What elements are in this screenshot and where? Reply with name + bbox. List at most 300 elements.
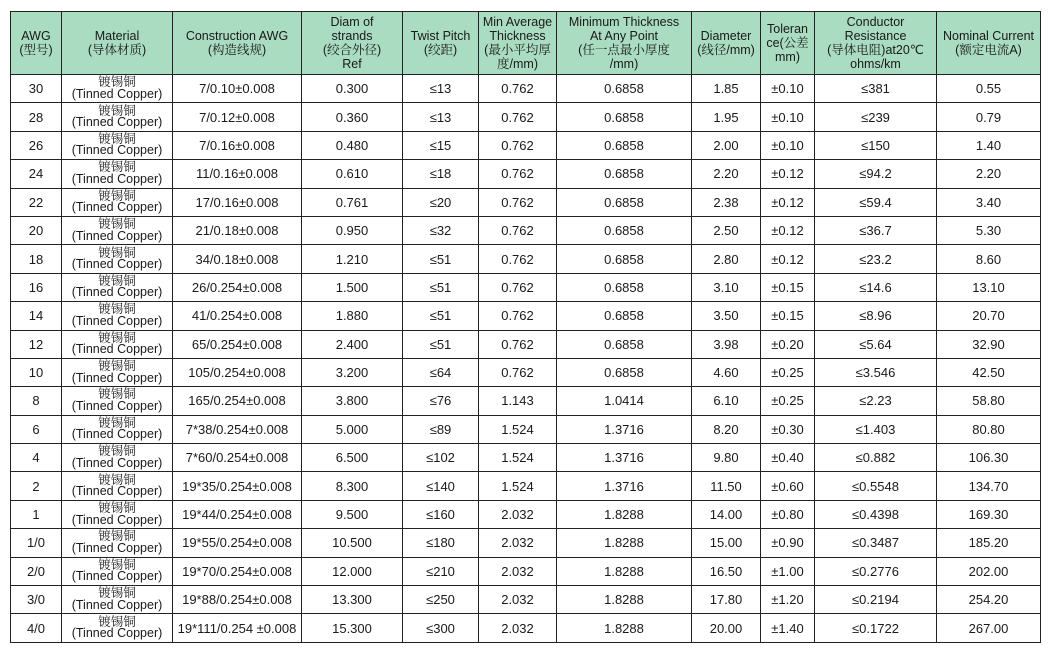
material-english: (Tinned Copper)	[71, 285, 163, 300]
cell-construction: 17/0.16±0.008	[173, 188, 302, 216]
column-header-line: (绞距)	[423, 43, 458, 57]
cell-tolerance: ±0.12	[761, 216, 815, 244]
cell-twist-pitch: ≤51	[403, 245, 479, 273]
cell-awg: 3/0	[11, 586, 62, 614]
cell-material	[62, 188, 173, 216]
cell-nominal-current: 254.20	[937, 586, 1041, 614]
cell-diameter: 14.00	[692, 500, 761, 528]
cell-tolerance: ±0.10	[761, 131, 815, 159]
cell-diameter: 2.00	[692, 131, 761, 159]
table-row	[11, 75, 1041, 103]
cell-min-avg-thickness: 0.762	[479, 188, 557, 216]
material-english: (Tinned Copper)	[71, 86, 163, 101]
cell-min-thickness-any-point: 1.8288	[557, 500, 692, 528]
material-chinese: 镀锡铜	[98, 614, 136, 629]
cell-diameter: 9.80	[692, 444, 761, 472]
column-header-line: Twist Pitch	[410, 29, 471, 43]
column-header-min-avg-thickness	[479, 12, 557, 75]
cell-diameter: 20.00	[692, 614, 761, 642]
cell-min-thickness-any-point: 1.8288	[557, 586, 692, 614]
material-english: (Tinned Copper)	[71, 143, 163, 158]
column-header-line: Conductor	[846, 15, 905, 29]
material-chinese: 镀锡铜	[98, 387, 136, 402]
cell-material	[62, 614, 173, 642]
cell-conductor-resistance: ≤14.6	[815, 273, 937, 301]
column-header-line: AWG	[21, 29, 51, 43]
cell-strand-diameter: 2.400	[302, 330, 403, 358]
cell-twist-pitch: ≤76	[403, 387, 479, 415]
cell-material	[62, 330, 173, 358]
cell-construction: 41/0.254±0.008	[173, 302, 302, 330]
cell-construction: 34/0.18±0.008	[173, 245, 302, 273]
column-header-awg	[11, 12, 62, 75]
column-header-line: (绞合外径)	[322, 43, 382, 57]
material-english: (Tinned Copper)	[71, 512, 163, 527]
cell-twist-pitch: ≤300	[403, 614, 479, 642]
material-chinese: 镀锡铜	[98, 103, 136, 118]
cell-awg: 4/0	[11, 614, 62, 642]
cell-awg: 12	[11, 330, 62, 358]
column-header-line: Thickness	[489, 29, 546, 43]
cell-awg: 20	[11, 216, 62, 244]
cell-twist-pitch: ≤51	[403, 330, 479, 358]
material-chinese: 镀锡铜	[98, 472, 136, 487]
cell-diameter: 6.10	[692, 387, 761, 415]
cell-nominal-current: 80.80	[937, 415, 1041, 443]
cell-tolerance: ±0.12	[761, 188, 815, 216]
cell-twist-pitch: ≤13	[403, 75, 479, 103]
cell-strand-diameter: 1.210	[302, 245, 403, 273]
column-header-tolerance	[761, 12, 815, 75]
cell-min-thickness-any-point: 1.8288	[557, 529, 692, 557]
cell-min-avg-thickness: 0.762	[479, 273, 557, 301]
cell-strand-diameter: 3.800	[302, 387, 403, 415]
cell-tolerance: ±0.40	[761, 444, 815, 472]
cell-conductor-resistance: ≤0.3487	[815, 529, 937, 557]
cell-diameter: 11.50	[692, 472, 761, 500]
cell-material	[62, 245, 173, 273]
table-row	[11, 472, 1041, 500]
column-header-line: Material	[94, 29, 140, 43]
material-chinese: 镀锡铜	[98, 273, 136, 288]
cell-twist-pitch: ≤180	[403, 529, 479, 557]
material-english: (Tinned Copper)	[71, 540, 163, 555]
cell-min-thickness-any-point: 0.6858	[557, 188, 692, 216]
cell-twist-pitch: ≤20	[403, 188, 479, 216]
cell-awg: 6	[11, 415, 62, 443]
cell-min-avg-thickness: 0.762	[479, 75, 557, 103]
cell-conductor-resistance: ≤0.882	[815, 444, 937, 472]
table-row	[11, 188, 1041, 216]
cell-construction: 19*55/0.254±0.008	[173, 529, 302, 557]
material-chinese: 镀锡铜	[98, 501, 136, 516]
cell-conductor-resistance: ≤8.96	[815, 302, 937, 330]
cell-nominal-current: 13.10	[937, 273, 1041, 301]
cell-strand-diameter: 15.300	[302, 614, 403, 642]
cell-min-thickness-any-point: 0.6858	[557, 273, 692, 301]
column-header-line: Resistance	[844, 29, 907, 43]
cell-awg: 22	[11, 188, 62, 216]
table-row	[11, 557, 1041, 585]
cell-conductor-resistance: ≤94.2	[815, 160, 937, 188]
cell-construction: 19*70/0.254±0.008	[173, 557, 302, 585]
cell-diameter: 3.98	[692, 330, 761, 358]
awg-wire-spec-table	[10, 11, 1041, 643]
cell-twist-pitch: ≤15	[403, 131, 479, 159]
material-english: (Tinned Copper)	[71, 455, 163, 470]
cell-conductor-resistance: ≤5.64	[815, 330, 937, 358]
cell-twist-pitch: ≤160	[403, 500, 479, 528]
column-header-line: (导体电阻)at20℃	[827, 43, 924, 57]
cell-min-avg-thickness: 0.762	[479, 103, 557, 131]
cell-material	[62, 75, 173, 103]
column-header-line: Min Average	[482, 15, 553, 29]
cell-conductor-resistance: ≤0.2776	[815, 557, 937, 585]
table-row	[11, 330, 1041, 358]
cell-nominal-current: 169.30	[937, 500, 1041, 528]
cell-nominal-current: 58.80	[937, 387, 1041, 415]
cell-twist-pitch: ≤140	[403, 472, 479, 500]
cell-awg: 8	[11, 387, 62, 415]
cell-min-thickness-any-point: 1.3716	[557, 444, 692, 472]
cell-twist-pitch: ≤32	[403, 216, 479, 244]
cell-awg: 26	[11, 131, 62, 159]
column-header-line: (最小平均厚	[484, 43, 551, 57]
column-header-diameter	[692, 12, 761, 75]
column-header-line: Diam of	[330, 15, 374, 29]
cell-strand-diameter: 13.300	[302, 586, 403, 614]
table-row	[11, 103, 1041, 131]
cell-awg: 28	[11, 103, 62, 131]
cell-strand-diameter: 0.480	[302, 131, 403, 159]
cell-material	[62, 444, 173, 472]
cell-nominal-current: 0.79	[937, 103, 1041, 131]
material-english: (Tinned Copper)	[71, 427, 163, 442]
cell-min-avg-thickness: 1.143	[479, 387, 557, 415]
cell-diameter: 2.20	[692, 160, 761, 188]
cell-twist-pitch: ≤102	[403, 444, 479, 472]
cell-nominal-current: 134.70	[937, 472, 1041, 500]
cell-min-thickness-any-point: 1.8288	[557, 557, 692, 585]
cell-diameter: 4.60	[692, 358, 761, 386]
cell-strand-diameter: 12.000	[302, 557, 403, 585]
cell-min-thickness-any-point: 0.6858	[557, 245, 692, 273]
column-header-line: Diameter	[700, 29, 752, 43]
table-row	[11, 529, 1041, 557]
column-header-line: 度/mm)	[497, 57, 538, 71]
column-header-min-thickness-any-point	[557, 12, 692, 75]
table-row	[11, 586, 1041, 614]
cell-diameter: 3.50	[692, 302, 761, 330]
column-header-construction	[173, 12, 302, 75]
cell-min-thickness-any-point: 0.6858	[557, 216, 692, 244]
cell-material	[62, 557, 173, 585]
cell-conductor-resistance: ≤1.403	[815, 415, 937, 443]
column-header-line: Nominal Current	[942, 29, 1034, 43]
cell-min-avg-thickness: 0.762	[479, 216, 557, 244]
cell-tolerance: ±0.80	[761, 500, 815, 528]
cell-construction: 11/0.16±0.008	[173, 160, 302, 188]
cell-conductor-resistance: ≤0.2194	[815, 586, 937, 614]
material-chinese: 镀锡铜	[98, 131, 136, 146]
cell-strand-diameter: 8.300	[302, 472, 403, 500]
material-chinese: 镀锡铜	[98, 160, 136, 175]
column-header-line: Ref	[342, 57, 362, 71]
cell-awg: 1	[11, 500, 62, 528]
cell-construction: 105/0.254±0.008	[173, 358, 302, 386]
cell-nominal-current: 3.40	[937, 188, 1041, 216]
table-body	[11, 75, 1041, 643]
cell-material	[62, 387, 173, 415]
table-row	[11, 614, 1041, 642]
cell-awg: 30	[11, 75, 62, 103]
cell-min-avg-thickness: 0.762	[479, 330, 557, 358]
column-header-line: mm)	[775, 50, 800, 64]
cell-diameter: 2.50	[692, 216, 761, 244]
cell-nominal-current: 42.50	[937, 358, 1041, 386]
column-header-conductor-resistance	[815, 12, 937, 75]
cell-nominal-current: 5.30	[937, 216, 1041, 244]
cell-construction: 19*111/0.254 ±0.008	[173, 614, 302, 642]
cell-nominal-current: 202.00	[937, 557, 1041, 585]
cell-min-thickness-any-point: 1.0414	[557, 387, 692, 415]
cell-min-thickness-any-point: 1.3716	[557, 472, 692, 500]
cell-conductor-resistance: ≤381	[815, 75, 937, 103]
material-chinese: 镀锡铜	[98, 529, 136, 544]
cell-min-thickness-any-point: 0.6858	[557, 160, 692, 188]
cell-conductor-resistance: ≤0.5548	[815, 472, 937, 500]
cell-min-thickness-any-point: 0.6858	[557, 330, 692, 358]
column-header-line: /mm)	[609, 57, 639, 71]
cell-min-thickness-any-point: 0.6858	[557, 103, 692, 131]
cell-construction: 7/0.16±0.008	[173, 131, 302, 159]
table-header-row	[11, 12, 1041, 75]
cell-nominal-current: 106.30	[937, 444, 1041, 472]
cell-tolerance: ±1.00	[761, 557, 815, 585]
cell-conductor-resistance: ≤150	[815, 131, 937, 159]
cell-min-thickness-any-point: 0.6858	[557, 131, 692, 159]
cell-diameter: 17.80	[692, 586, 761, 614]
column-header-line: Toleran	[767, 22, 808, 36]
cell-nominal-current: 0.55	[937, 75, 1041, 103]
cell-twist-pitch: ≤51	[403, 302, 479, 330]
table-row	[11, 500, 1041, 528]
cell-material	[62, 529, 173, 557]
cell-nominal-current: 32.90	[937, 330, 1041, 358]
cell-tolerance: ±0.30	[761, 415, 815, 443]
cell-awg: 24	[11, 160, 62, 188]
cell-min-thickness-any-point: 1.8288	[557, 614, 692, 642]
column-header-material	[62, 12, 173, 75]
cell-twist-pitch: ≤250	[403, 586, 479, 614]
table-row	[11, 358, 1041, 386]
cell-construction: 65/0.254±0.008	[173, 330, 302, 358]
cell-material	[62, 216, 173, 244]
material-english: (Tinned Copper)	[71, 115, 163, 130]
column-header-line: (任一点最小厚度	[578, 43, 670, 57]
cell-strand-diameter: 1.880	[302, 302, 403, 330]
cell-awg: 2	[11, 472, 62, 500]
cell-tolerance: ±0.10	[761, 75, 815, 103]
column-header-line: (型号)	[19, 43, 53, 57]
material-english: (Tinned Copper)	[71, 569, 163, 584]
table-row	[11, 444, 1041, 472]
material-chinese: 镀锡铜	[98, 188, 136, 203]
cell-strand-diameter: 6.500	[302, 444, 403, 472]
cell-min-avg-thickness: 2.032	[479, 586, 557, 614]
cell-conductor-resistance: ≤59.4	[815, 188, 937, 216]
cell-min-thickness-any-point: 0.6858	[557, 302, 692, 330]
cell-nominal-current: 20.70	[937, 302, 1041, 330]
cell-tolerance: ±0.25	[761, 358, 815, 386]
table-row	[11, 160, 1041, 188]
cell-tolerance: ±0.25	[761, 387, 815, 415]
table-row	[11, 131, 1041, 159]
material-english: (Tinned Copper)	[71, 342, 163, 357]
material-chinese: 镀锡铜	[98, 75, 136, 90]
cell-tolerance: ±0.10	[761, 103, 815, 131]
column-header-line: (额定电流A)	[955, 43, 1022, 57]
column-header-line: strands	[331, 29, 373, 43]
cell-awg: 4	[11, 444, 62, 472]
table-row	[11, 273, 1041, 301]
column-header-line: (构造线规)	[207, 43, 267, 57]
cell-twist-pitch: ≤64	[403, 358, 479, 386]
cell-conductor-resistance: ≤36.7	[815, 216, 937, 244]
cell-material	[62, 472, 173, 500]
cell-min-avg-thickness: 2.032	[479, 614, 557, 642]
column-header-strand-diameter	[302, 12, 403, 75]
material-chinese: 镀锡铜	[98, 415, 136, 430]
cell-tolerance: ±1.40	[761, 614, 815, 642]
cell-tolerance: ±0.12	[761, 160, 815, 188]
column-header-line: ce(公差	[766, 36, 809, 50]
cell-conductor-resistance: ≤23.2	[815, 245, 937, 273]
cell-strand-diameter: 3.200	[302, 358, 403, 386]
cell-construction: 7*60/0.254±0.008	[173, 444, 302, 472]
cell-conductor-resistance: ≤0.4398	[815, 500, 937, 528]
column-header-line: (导体材质)	[87, 43, 147, 57]
column-header-line: ohms/km	[850, 57, 901, 71]
cell-min-avg-thickness: 0.762	[479, 302, 557, 330]
cell-strand-diameter: 0.300	[302, 75, 403, 103]
material-english: (Tinned Copper)	[71, 257, 163, 272]
cell-strand-diameter: 9.500	[302, 500, 403, 528]
material-chinese: 镀锡铜	[98, 359, 136, 374]
cell-strand-diameter: 0.950	[302, 216, 403, 244]
cell-tolerance: ±0.60	[761, 472, 815, 500]
cell-conductor-resistance: ≤2.23	[815, 387, 937, 415]
material-english: (Tinned Copper)	[71, 626, 163, 641]
cell-min-avg-thickness: 0.762	[479, 160, 557, 188]
cell-min-avg-thickness: 1.524	[479, 415, 557, 443]
cell-min-avg-thickness: 0.762	[479, 131, 557, 159]
cell-tolerance: ±0.90	[761, 529, 815, 557]
cell-construction: 26/0.254±0.008	[173, 273, 302, 301]
cell-construction: 7*38/0.254±0.008	[173, 415, 302, 443]
material-chinese: 镀锡铜	[98, 217, 136, 232]
table-row	[11, 302, 1041, 330]
cell-strand-diameter: 1.500	[302, 273, 403, 301]
cell-construction: 19*44/0.254±0.008	[173, 500, 302, 528]
cell-material	[62, 500, 173, 528]
cell-tolerance: ±0.20	[761, 330, 815, 358]
material-chinese: 镀锡铜	[98, 245, 136, 260]
cell-min-thickness-any-point: 0.6858	[557, 358, 692, 386]
cell-construction: 165/0.254±0.008	[173, 387, 302, 415]
cell-diameter: 16.50	[692, 557, 761, 585]
column-header-line: At Any Point	[589, 29, 659, 43]
cell-strand-diameter: 0.610	[302, 160, 403, 188]
cell-min-avg-thickness: 2.032	[479, 557, 557, 585]
cell-material	[62, 160, 173, 188]
material-english: (Tinned Copper)	[71, 228, 163, 243]
material-english: (Tinned Copper)	[71, 200, 163, 215]
material-chinese: 镀锡铜	[98, 557, 136, 572]
cell-nominal-current: 8.60	[937, 245, 1041, 273]
cell-twist-pitch: ≤18	[403, 160, 479, 188]
material-chinese: 镀锡铜	[98, 444, 136, 459]
cell-strand-diameter: 0.761	[302, 188, 403, 216]
cell-twist-pitch: ≤13	[403, 103, 479, 131]
cell-nominal-current: 185.20	[937, 529, 1041, 557]
material-chinese: 镀锡铜	[98, 330, 136, 345]
cell-diameter: 2.38	[692, 188, 761, 216]
cell-min-avg-thickness: 2.032	[479, 500, 557, 528]
cell-material	[62, 302, 173, 330]
cell-awg: 2/0	[11, 557, 62, 585]
cell-nominal-current: 1.40	[937, 131, 1041, 159]
cell-tolerance: ±1.20	[761, 586, 815, 614]
cell-strand-diameter: 0.360	[302, 103, 403, 131]
table-row	[11, 415, 1041, 443]
table-row	[11, 387, 1041, 415]
cell-diameter: 8.20	[692, 415, 761, 443]
cell-diameter: 15.00	[692, 529, 761, 557]
cell-diameter: 3.10	[692, 273, 761, 301]
cell-awg: 18	[11, 245, 62, 273]
cell-construction: 19*35/0.254±0.008	[173, 472, 302, 500]
cell-material	[62, 273, 173, 301]
cell-min-avg-thickness: 0.762	[479, 358, 557, 386]
material-english: (Tinned Copper)	[71, 171, 163, 186]
cell-min-avg-thickness: 1.524	[479, 444, 557, 472]
cell-conductor-resistance: ≤239	[815, 103, 937, 131]
cell-diameter: 2.80	[692, 245, 761, 273]
cell-tolerance: ±0.12	[761, 245, 815, 273]
cell-diameter: 1.95	[692, 103, 761, 131]
cell-min-avg-thickness: 0.762	[479, 245, 557, 273]
cell-conductor-resistance: ≤3.546	[815, 358, 937, 386]
table-row	[11, 245, 1041, 273]
cell-construction: 7/0.12±0.008	[173, 103, 302, 131]
cell-strand-diameter: 5.000	[302, 415, 403, 443]
cell-diameter: 1.85	[692, 75, 761, 103]
cell-strand-diameter: 10.500	[302, 529, 403, 557]
cell-awg: 14	[11, 302, 62, 330]
material-chinese: 镀锡铜	[98, 586, 136, 601]
cell-nominal-current: 267.00	[937, 614, 1041, 642]
cell-twist-pitch: ≤89	[403, 415, 479, 443]
material-english: (Tinned Copper)	[71, 370, 163, 385]
material-english: (Tinned Copper)	[71, 398, 163, 413]
cell-twist-pitch: ≤51	[403, 273, 479, 301]
cell-nominal-current: 2.20	[937, 160, 1041, 188]
cell-construction: 7/0.10±0.008	[173, 75, 302, 103]
cell-min-thickness-any-point: 0.6858	[557, 75, 692, 103]
cell-awg: 16	[11, 273, 62, 301]
cell-construction: 21/0.18±0.008	[173, 216, 302, 244]
